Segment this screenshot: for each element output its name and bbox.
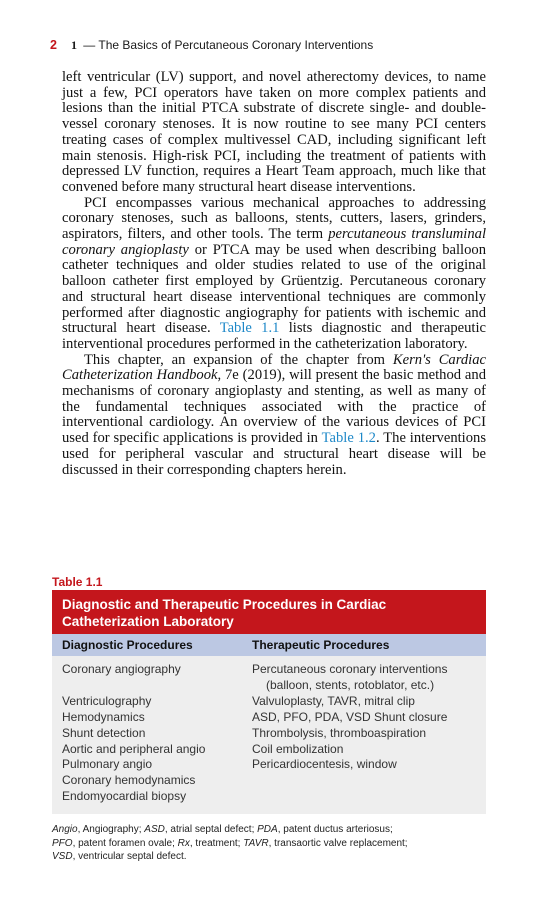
table-cell: Pericardiocentesis, window xyxy=(252,757,397,772)
table-cell: Endomyocardial biopsy xyxy=(62,789,187,804)
paragraph-3: This chapter, an expansion of the chapter from Kern's Cardiac Catheterization Handbook, 7e (2019), will present the basic method and mechanisms of coronary angioplasty and stenting, as well as many of the fundamental techniques associated with the practice of interventional cardiology. An overview of the various devices of PCI used for specific applications is provided in Table 1.2. The interventions used for peripheral vascular and structural heart disease will be discussed in their corresponding chapters herein. xyxy=(62,351,487,478)
page-number: 2 xyxy=(50,38,57,52)
table-label: Table 1.1 xyxy=(52,575,103,589)
table-cell: Aortic and peripheral angio xyxy=(62,741,206,756)
running-header xyxy=(50,38,500,58)
table-cell: Thrombolysis, thromboaspiration xyxy=(252,725,427,740)
column-header-diagnostic: Diagnostic Procedures xyxy=(62,638,193,652)
table-cell: Ventriculography xyxy=(62,693,152,708)
term-ptca: percutaneous transluminal coronary angioplasty xyxy=(62,226,486,258)
paragraph-1: left ventricular (LV) support, and novel atherectomy devices, to name just a few, PCI operators have taken on more complex patients and lesions than the initial PTCA substrate of discrete single- and double-vessel coronary stenoses. It is now routine to see many PCI centers treating cases of complex multivessel CAD, including significant left main stenosis. High-risk PCI, including the treatment of patients with depressed LV function, requires a Heart Team approach, much like that convened before many structural heart disease interventions. xyxy=(62,69,486,195)
table-body xyxy=(52,656,486,805)
paragraph-2: PCI encompasses various mechanical approaches to addressing coronary stenoses, such as balloons, stents, cutters, lasers, grinders, aspirators, filters, and other tools. The term percutaneous transluminal coronary angioplasty or PTCA may be used when describing balloon catheter techniques and older studies related to use of the original balloon catheter first employed by Grüentzig. Percutaneous coronary and structural heart disease interventional techniques are commonly performed after diagnostic angiography for patients with ischemic and structural heart disease. Table 1.1 lists diagnostic and therapeutic interventional procedures performed in the catheterization laboratory. xyxy=(62,194,487,352)
table-title: Diagnostic and Therapeutic Procedures in Cardiac Catheterization Laboratory xyxy=(52,590,486,634)
table-cell: Coronary hemodynamics xyxy=(62,773,196,788)
table-1-2-link[interactable]: Table 1.2 xyxy=(321,430,376,447)
table-cell: Coronary angiography xyxy=(62,662,181,676)
table-cell: Coil embolization xyxy=(252,741,344,756)
therapeutic-column xyxy=(242,662,486,805)
book-title: Kern's Cardiac Catheterization Handbook xyxy=(62,351,486,384)
table-cell: (balloon, stents, rotoblator, etc.) xyxy=(266,677,435,692)
table-cell: Valvuloplasty, TAVR, mitral clip xyxy=(252,693,415,708)
table-cell: Shunt detection xyxy=(62,725,146,740)
chapter-title: — The Basics of Percutaneous Coronary Interventions xyxy=(83,38,374,52)
table-cell: Percutaneous coronary interventions xyxy=(252,662,448,676)
table-cell: ASD, PFO, PDA, VSD Shunt closure xyxy=(252,709,448,724)
table-1-1-link[interactable]: Table 1.1 xyxy=(219,320,280,337)
table-cell: Hemodynamics xyxy=(62,709,145,724)
body-text xyxy=(62,70,486,478)
table-header-row xyxy=(52,634,486,656)
diagnostic-column xyxy=(52,662,242,805)
procedures-table xyxy=(52,590,486,814)
table-cell: Pulmonary angio xyxy=(62,757,153,772)
table-footnote: Angio, Angiography; ASD, atrial septal defect; PDA, patent ductus arteriosus; PFO, patent foramen ovale; Rx, treatment; TAVR, transaortic valve replacement; VSD, ventricular septal defect. xyxy=(52,824,408,863)
chapter-number: 1 xyxy=(70,38,77,52)
column-header-therapeutic: Therapeutic Procedures xyxy=(252,638,390,652)
